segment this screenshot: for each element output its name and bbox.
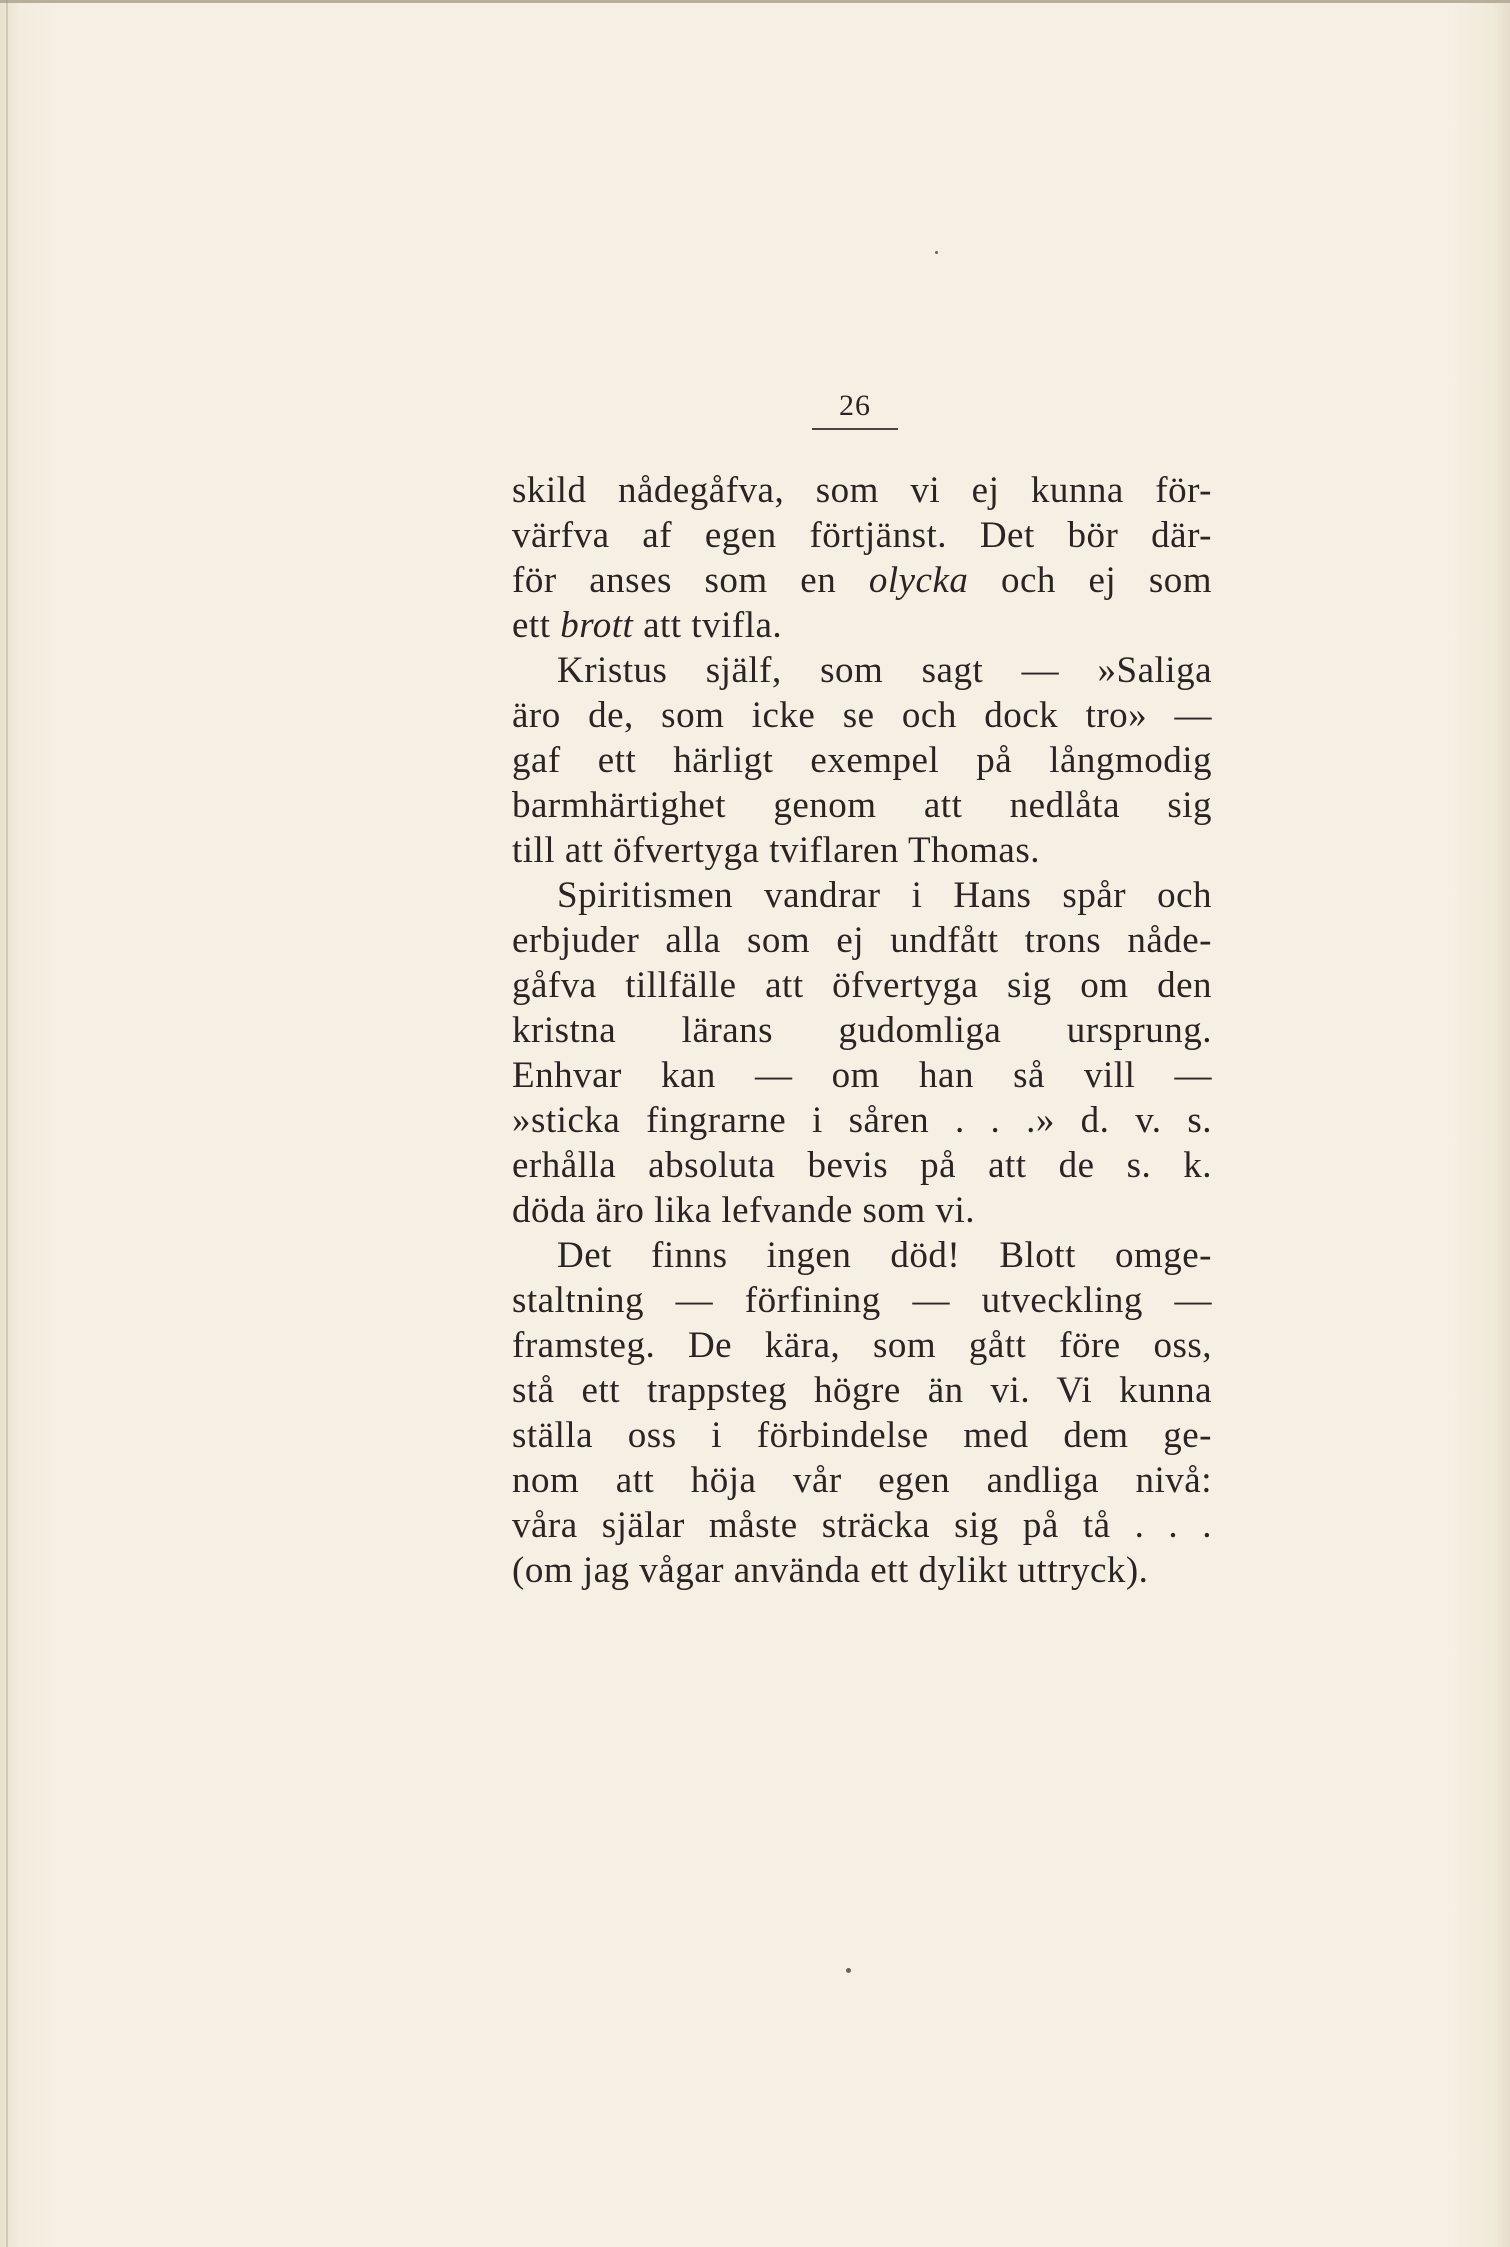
paragraph bbox=[512, 873, 1212, 1233]
text-line bbox=[512, 1188, 1212, 1233]
text-run: stå ett trappsteg högre än vi. Vi kunna bbox=[512, 1370, 1212, 1411]
text-line bbox=[512, 558, 1212, 603]
text-line bbox=[512, 1368, 1212, 1413]
text-line bbox=[512, 648, 1212, 693]
binding-edge bbox=[6, 0, 8, 2247]
paper-speck bbox=[935, 251, 938, 254]
text-line bbox=[512, 828, 1212, 873]
text-run: Kristus själf, som sagt — »Saliga bbox=[557, 650, 1212, 691]
text-run: barmhärtighet genom att nedlåta sig bbox=[512, 785, 1212, 826]
text-line bbox=[512, 1098, 1212, 1143]
text-run: äro de, som icke se och dock tro» — bbox=[512, 695, 1212, 736]
text-run: erbjuder alla som ej undfått trons nåde- bbox=[512, 920, 1212, 961]
text-line bbox=[512, 1233, 1212, 1278]
text-line bbox=[512, 603, 1212, 648]
paper-speck bbox=[846, 1968, 851, 1973]
text-run: döda äro lika lefvande som vi. bbox=[512, 1190, 975, 1231]
text-line bbox=[512, 963, 1212, 1008]
text-run: till att öfvertyga tviflaren Thomas. bbox=[512, 830, 1040, 871]
text-run: skild nådegåfva, som vi ej kunna för- bbox=[512, 470, 1212, 511]
text-run: kristna lärans gudomliga ursprung. bbox=[512, 1010, 1212, 1051]
text-line bbox=[512, 1548, 1212, 1593]
text-run: att tvifla. bbox=[633, 605, 783, 646]
text-line bbox=[512, 1413, 1212, 1458]
paragraph bbox=[512, 468, 1212, 648]
text-run: ställa oss i förbindelse med dem ge- bbox=[512, 1415, 1212, 1456]
text-run: ett bbox=[512, 605, 561, 646]
italic-word: brott bbox=[560, 605, 634, 646]
page-number-rule bbox=[812, 428, 898, 430]
text-run: värfva af egen förtjänst. Det bör där- bbox=[512, 515, 1212, 556]
text-line bbox=[512, 1143, 1212, 1188]
text-run: (om jag vågar använda ett dylikt uttryck). bbox=[512, 1550, 1149, 1591]
text-line bbox=[512, 783, 1212, 828]
body-text bbox=[512, 468, 1212, 1593]
text-run: Det finns ingen död! Blott omge- bbox=[557, 1235, 1212, 1276]
text-line bbox=[512, 513, 1212, 558]
text-run: staltning — förfining — utveckling — bbox=[512, 1280, 1212, 1321]
text-run: erhålla absoluta bevis på att de s. k. bbox=[512, 1145, 1212, 1186]
text-run: Enhvar kan — om han så vill — bbox=[512, 1055, 1212, 1096]
text-line bbox=[512, 1278, 1212, 1323]
text-run: nom att höja vår egen andliga nivå: bbox=[512, 1460, 1212, 1501]
page-top-edge bbox=[0, 0, 1510, 3]
text-line bbox=[512, 1008, 1212, 1053]
text-run: våra själar måste sträcka sig på tå . . . bbox=[512, 1505, 1212, 1546]
text-run: framsteg. De kära, som gått före oss, bbox=[512, 1325, 1212, 1366]
text-line bbox=[512, 1323, 1212, 1368]
text-run: gåfva tillfälle att öfvertyga sig om den bbox=[512, 965, 1212, 1006]
text-line bbox=[512, 1053, 1212, 1098]
text-run: Spiritismen vandrar i Hans spår och bbox=[557, 875, 1212, 916]
page-number: 26 bbox=[839, 389, 871, 422]
text-run: och ej som bbox=[968, 560, 1212, 601]
text-line bbox=[512, 693, 1212, 738]
text-line bbox=[512, 1458, 1212, 1503]
text-line bbox=[512, 918, 1212, 963]
text-run: »sticka fingrarne i såren . . .» d. v. s. bbox=[512, 1100, 1212, 1141]
text-line bbox=[512, 738, 1212, 783]
text-line bbox=[512, 468, 1212, 513]
paragraph bbox=[512, 1233, 1212, 1593]
italic-word: olycka bbox=[868, 560, 969, 601]
text-run: för anses som en bbox=[512, 560, 869, 601]
text-line bbox=[512, 873, 1212, 918]
paragraph bbox=[512, 648, 1212, 873]
text-run: gaf ett härligt exempel på långmodig bbox=[512, 740, 1212, 781]
text-line bbox=[512, 1503, 1212, 1548]
